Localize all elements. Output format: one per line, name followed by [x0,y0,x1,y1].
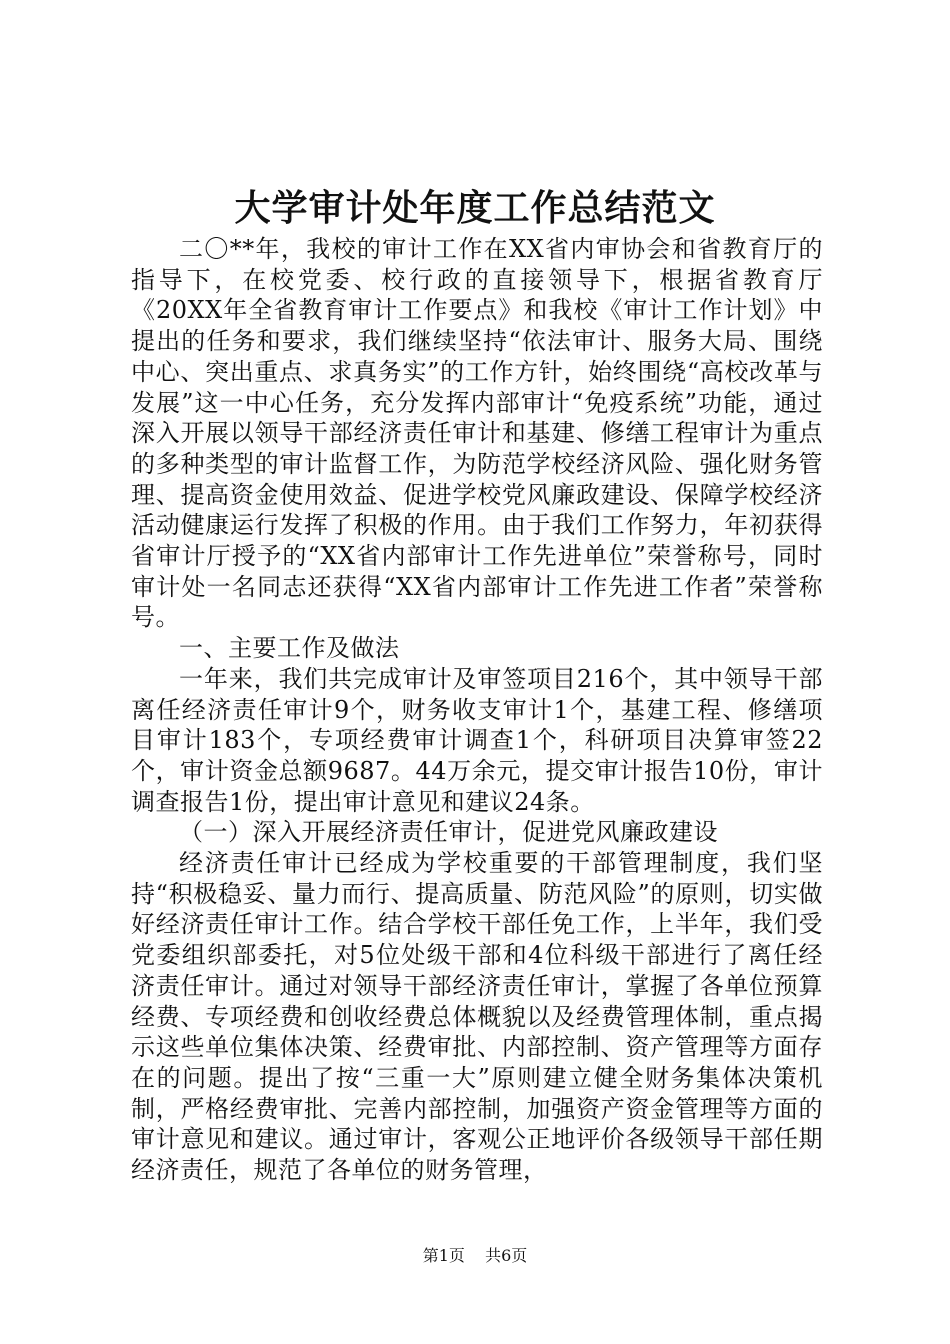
document-title: 大学审计处年度工作总结范文 [234,187,716,229]
document-body [131,234,823,1186]
paragraph-economic-audit: 经济责任审计已经成为学校重要的干部管理制度，我们坚持“积极稳妥、量力而行、提高质量、防范风险”的原则，切实做好经济责任审计工作。结合学校干部任免工作，上半年，我们受党委组织部委托，对5位处级干部和4位科级干部进行了离任经济责任审计。通过对领导干部经济责任审计，掌握了各单位预算经费、专项经费和创收经费总体概貌以及经费管理体制，重点揭示这些单位集体决策、经费审批、内部控制、资产管理等方面存在的问题。提出了按“三重一大”原则建立健全财务集体决策机制，严格经费审批、完善内部控制，加强资产资金管理等方面的审计意见和建议。通过审计，客观公正地评价各级领导干部任期经济责任，规范了各单位的财务管理， [131,849,823,1185]
paragraph-intro: 二〇**年，我校的审计工作在XX省内审协会和省教育厅的指导下，在校党委、校行政的直接领导下，根据省教育厅《20XX年全省教育审计工作要点》和我校《审计工作计划》中提出的任务和要求，我们继续坚持“依法审计、服务大局、围绕中心、突出重点、求真务实”的工作方针，始终围绕“高校改革与发展”这一中心任务，充分发挥内部审计“免疫系统”功能，通过深入开展以领导干部经济责任审计和基建、修缮工程审计为重点的多种类型的审计监督工作，为防范学校经济风险、强化财务管理、提高资金使用效益、促进学校党风廉政建设、保障学校经济活动健康运行发挥了积极的作用。由于我们工作努力，年初获得省审计厅授予的“XX省内部审计工作先进单位”荣誉称号，同时审计处一名同志还获得“XX省内部审计工作先进工作者”荣誉称号。 [131,235,823,632]
page-total: 共6页 [485,1246,528,1265]
page-number: 第1页 [422,1246,465,1265]
subsection-heading-economic-audit: （一）深入开展经济责任审计，促进党风廉政建设 [179,818,718,847]
paragraph-summary: 一年来，我们共完成审计及审签项目216个，其中领导干部离任经济责任审计9个，财务收支审计1个，基建工程、修缮项目审计183个，专项经费审计调查1个，科研项目决算审签22个，审计资金总额9687。44万余元，提交审计报告10份，审计调查报告1份，提出审计意见和建议24条。 [131,664,823,816]
section-heading-main-work: 一、主要工作及做法 [179,634,400,663]
page-footer [0,1244,950,1268]
